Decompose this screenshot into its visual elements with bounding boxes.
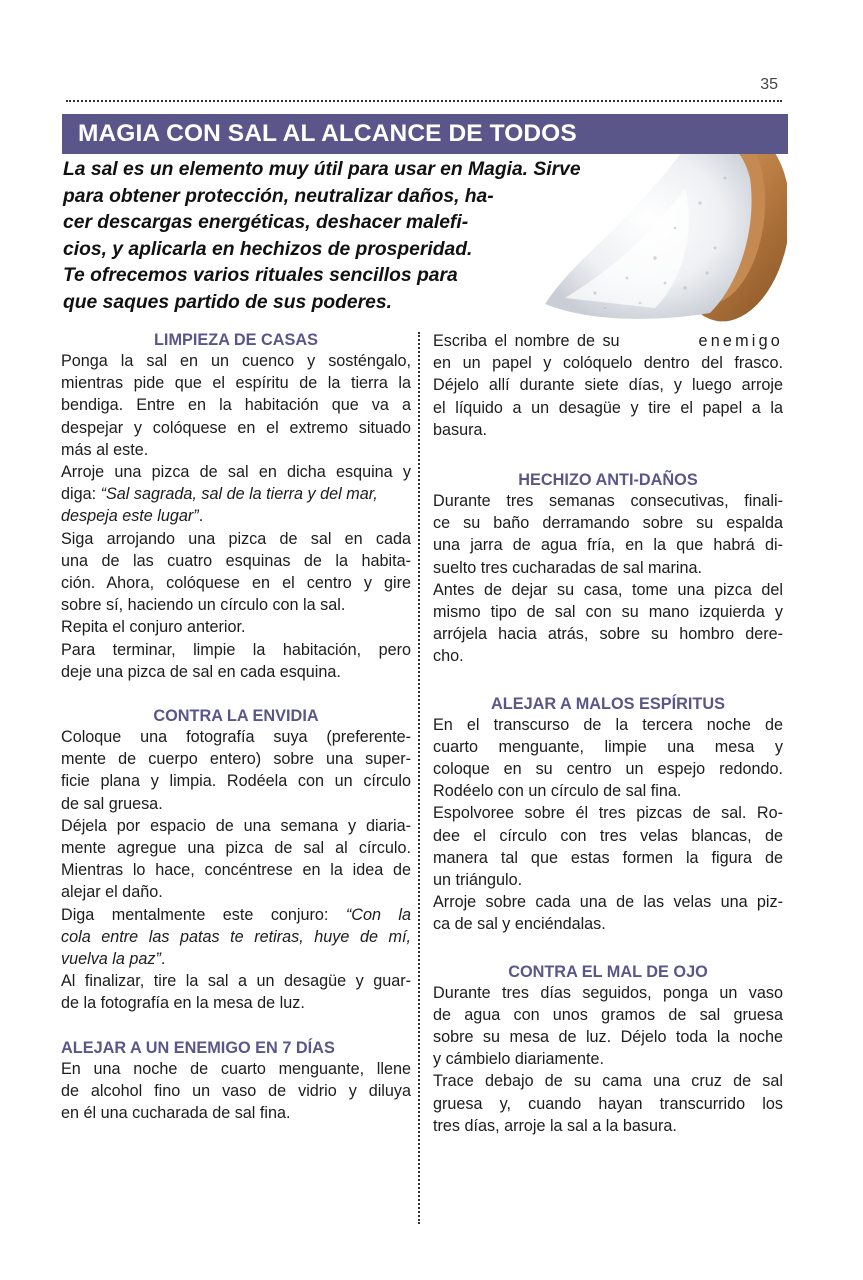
section-title-espiritus: ALEJAR A MALOS ESPÍRITUS [491,694,725,713]
text-line: manera tal que estas formen la figura de [433,848,783,867]
text-line: cuarto menguante, limpie una mesa y [433,737,783,756]
text-line: y cámbielo diariamente. [433,1050,604,1069]
text-line [61,948,411,970]
intro-line: Te ofrecemos varios rituales sencillos para [63,265,458,287]
text-line: mientras pide que el espíritu de la tierra la [61,374,411,393]
text-line [61,926,411,948]
text-line: Al finalizar, tire la sal a un desagüe y guar- [61,972,411,991]
text-line: sobre su mesa de luz. Déjelo toda la noche [433,1028,783,1047]
text-line: Rodéelo con un círculo de sal fina. [433,782,682,801]
text-line: dee el círculo con tres velas blancas, de [433,826,783,845]
section-body-limpieza [61,350,411,683]
page-title: MAGIA CON SAL AL ALCANCE DE TODOS [78,120,577,147]
left-column [61,330,411,1124]
text-fragment: Escriba el nombre de su [433,332,620,350]
spell-quote: “Sal sagrada, sal de la tierra y del mar, [100,485,378,504]
section-title-antidanos: HECHIZO ANTI-DAÑOS [518,471,698,490]
text-line: En el transcurso de la tercera noche de [433,715,783,734]
top-dotted-rule [66,100,782,102]
text-fragment: . [198,507,204,526]
text-line: alejar el daño. [61,883,163,902]
text-line: Arroje una pizca de sal en dicha esquina y [61,463,411,482]
text-line: Déjela por espacio de una semana y diaria- [61,816,411,835]
text-line: coloque en su centro un espejo redondo. [433,760,783,779]
text-line: más al este. [61,440,149,459]
intro-line: que saques partido de sus poderes. [63,291,392,313]
text-line: ción. Ahora, colóquese en el centro y gire [61,574,411,593]
text-line: mente de cuerpo entero) sobre una super- [61,750,411,769]
intro-line: para obtener protección, neutralizar daños, ha- [63,185,494,207]
spell-quote: cola entre las patas te retiras, huye de mí, [61,927,411,946]
text-line: un triángulo. [433,871,523,890]
text-line: Coloque una fotografía suya (preferente- [61,728,411,747]
text-line: suelto tres cucharadas de sal marina. [433,558,703,577]
text-line: Ponga la sal en un cuenco y sosténgalo, [61,352,411,370]
text-line: Durante tres días seguidos, ponga un vaso [433,983,783,1002]
spacer [433,936,783,962]
text-line: de agua con unos gramos de sal gruesa [433,1005,783,1024]
text-line: Espolvoree sobre él tres pizcas de sal. Ro- [433,804,783,823]
intro-line: La sal es un elemento muy útil para usar en Magia. Sirve [63,159,581,180]
text-line: el líquido a un desagüe y tire el papel a la [433,398,783,417]
text-line: Déjelo allí durante siete días, y luego arroje [433,376,783,395]
text-line: ficie plana y limpia. Rodéela con un círculo [61,772,411,791]
text-line: deje una pizca de sal en cada esquina. [61,662,341,681]
text-line: Durante tres semanas consecutivas, finali- [433,492,783,511]
spacer [433,668,783,694]
text-line: arrójela hacia atrás, sobre su hombro dere- [433,625,783,644]
text-line [61,483,411,505]
spacer [61,683,411,706]
intro-line: cer descargas energéticas, deshacer malefi- [63,212,469,234]
text-line: de sal gruesa. [61,794,163,813]
section-body-espiritus [433,714,783,936]
text-line: mente agregue una pizca de sal al círculo. [61,839,411,858]
section-title-envidia: CONTRA LA ENVIDIA [153,707,319,726]
column-divider [418,332,420,1224]
text-line: Mientras lo hace, concéntrese en la idea de [61,861,411,880]
spell-quote: despeja este lugar” [61,507,199,526]
right-column [433,330,783,1137]
text-line: bendiga. Entre en la habitación que va a [61,396,411,415]
spacer [433,441,783,470]
text-fragment: Diga mentalmente este conjuro: [61,905,346,924]
section-title-enemigo: ALEJAR A UN ENEMIGO EN 7 DÍAS [61,1038,335,1057]
text-line: cho. [433,647,464,666]
spacer [61,1015,411,1038]
text-line [61,904,411,926]
text-line: en un papel y colóquelo dentro del frasco. [433,354,783,373]
intro-line: cios, y aplicarla en hechizos de prosperidad. [63,238,473,260]
text-line: de la fotografía en la mesa de luz. [61,994,305,1013]
text-line: gruesa y, cuando hayan transcurrido los [433,1094,783,1113]
text-line: Repita el conjuro anterior. [61,618,246,637]
text-line: ca de sal y enciéndalas. [433,915,606,934]
text-line [433,330,783,352]
text-line: basura. [433,420,487,439]
text-line: tres días, arroje la sal a la basura. [433,1116,677,1135]
title-bar [62,114,788,154]
text-line: de alcohol fino un vaso de vidrio y diluya [61,1081,411,1100]
section-body-malojo [433,982,783,1137]
text-line [61,505,411,527]
text-line: sobre sí, haciendo un círculo con la sal. [61,596,346,615]
section-body-antidanos [433,490,783,668]
page-number: 35 [760,76,778,93]
text-line: mismo tipo de sal con su mano izquierda y [433,603,783,622]
section-body-enemigo [61,1058,411,1125]
spell-quote: “Con la [345,905,411,924]
section-title-limpieza: LIMPIEZA DE CASAS [153,331,319,349]
text-fragment: diga: [61,485,101,504]
text-line: una de las cuatro esquinas de la habita- [61,551,411,570]
text-fragment: . [160,950,166,969]
text-line: Trace debajo de su cama una cruz de sal [433,1072,783,1091]
section-body-enemigo-continued [433,330,783,441]
text-line: Siga arrojando una pizca de sal en cada [61,529,411,548]
text-line: En una noche de cuarto menguante, llene [61,1059,411,1078]
text-line: despejar y colóquese en el extremo situado [61,418,411,437]
text-fragment: enemigo [698,332,783,350]
text-line: Antes de dejar su casa, tome una pizca del [433,580,783,599]
text-line: ce su baño derramando sobre su espalda [433,514,783,533]
text-line: una jarra de agua fría, en la que habrá di- [433,536,783,555]
section-title-malojo: CONTRA EL MAL DE OJO [508,962,708,981]
section-body-envidia [61,726,411,1015]
text-line: Para terminar, limpie la habitación, pero [61,640,411,659]
spell-quote: vuelva la paz” [61,950,161,969]
text-line: Arroje sobre cada una de las velas una piz- [433,893,783,912]
text-line: en él una cucharada de sal fina. [61,1104,291,1123]
intro-paragraph [63,157,663,317]
